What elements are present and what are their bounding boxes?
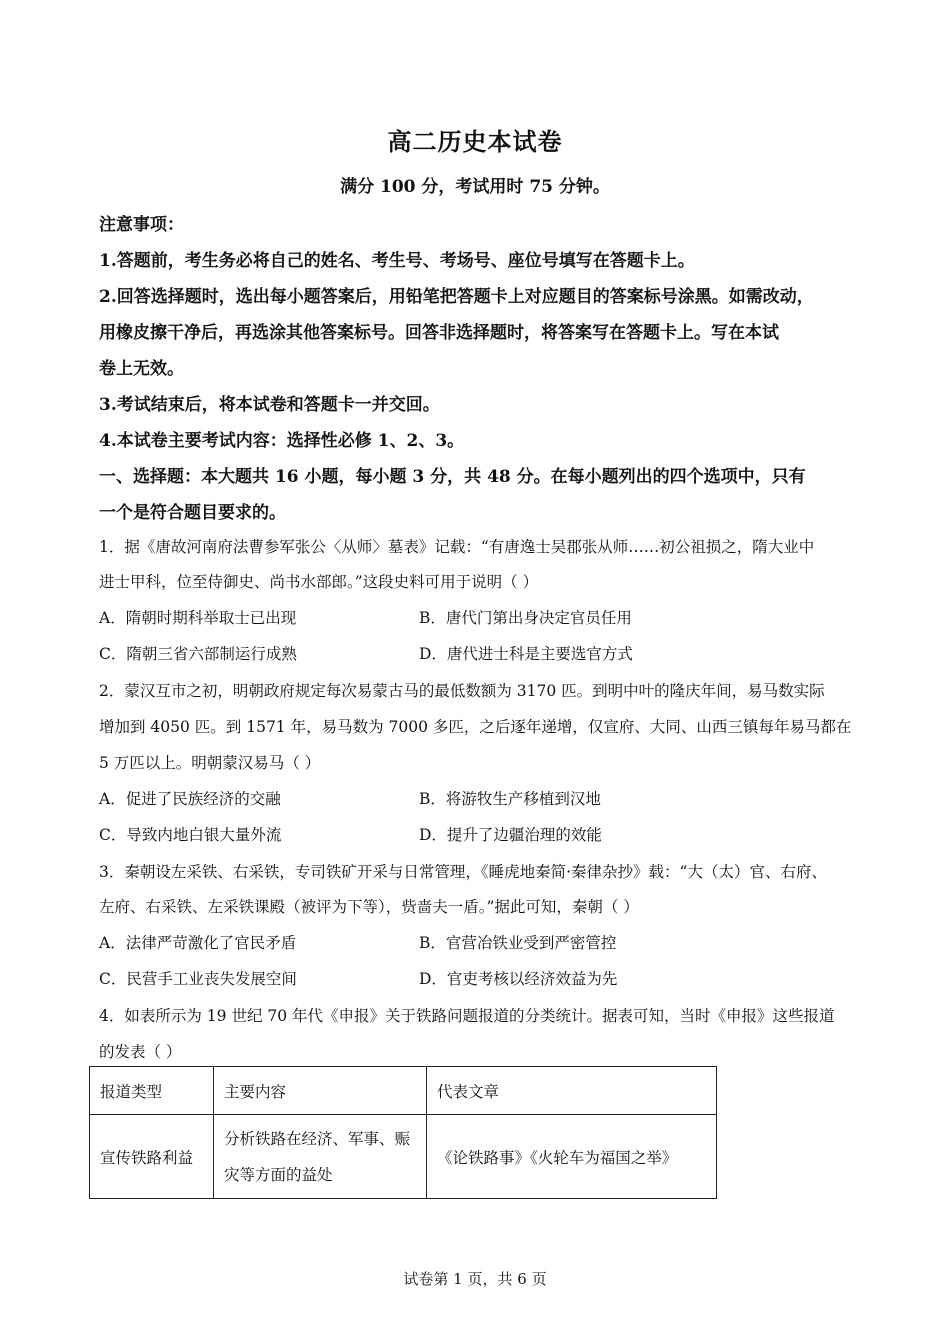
question-1-stem: 1．据《唐故河南府法曹参军张公〈从师〉墓表》记载：“有唐逸士吴郡张从师……初公祖损之，隋大业中 xyxy=(99,538,815,556)
table-cell-articles: 《论铁路事》《火轮车为福国之举》 xyxy=(427,1115,717,1199)
question-4-stem-cont: 的发表（ ） xyxy=(99,1043,182,1061)
table-cell-content-line: 灾等方面的益处 xyxy=(224,1165,333,1184)
question-2-stem: 2．蒙汉互市之初，明朝政府规定每次易蒙古马的最低数额为 3170 匹。到明中叶的隆庆年间，易马数实际 xyxy=(99,682,825,700)
notice-item-2-end: 卷上无效。 xyxy=(99,359,184,379)
question-2-stem-end: 5 万匹以上。明朝蒙汉易马（ ） xyxy=(99,754,321,772)
question-3-option-d[interactable]: D．官吏考核以经济效益为先 xyxy=(419,970,618,988)
question-3-option-c[interactable]: C．民营手工业丧失发展空间 xyxy=(99,970,297,988)
question-2-stem-cont: 增加到 4050 匹。到 1571 年，易马数为 7000 多匹，之后逐年递增，仅宣府、大同、山西三镇每年易马都在 xyxy=(99,718,852,736)
table-cell-content xyxy=(214,1115,427,1199)
table-cell-content-line: 分析铁路在经济、军事、赈 xyxy=(224,1129,411,1148)
table-header-cell: 主要内容 xyxy=(214,1067,427,1115)
question-1-option-c[interactable]: C．隋朝三省六部制运行成熟 xyxy=(99,645,297,663)
notice-heading: 注意事项： xyxy=(99,215,184,235)
notice-item-4: 4.本试卷主要考试内容：选择性必修 1、2、3。 xyxy=(99,431,465,451)
notice-item-1: 1.答题前，考生务必将自己的姓名、考生号、考场号、座位号填写在答题卡上。 xyxy=(99,251,695,271)
question-1-stem-cont: 进士甲科，位至侍御史、尚书水部郎。”这段史料可用于说明（ ） xyxy=(99,573,539,591)
notice-item-3: 3.考试结束后，将本试卷和答题卡一并交回。 xyxy=(99,395,440,415)
question-4-stem: 4．如表所示为 19 世纪 70 年代《申报》关于铁路问题报道的分类统计。据表可知，当时《申报》这些报道 xyxy=(99,1007,835,1025)
page-footer: 试卷第 1 页，共 6 页 xyxy=(403,1270,547,1288)
question-3-stem-cont: 左府、右采铁、左采铁课殿（被评为下等），赀啬夫一盾。”据此可知，秦朝（ ） xyxy=(99,898,639,916)
question-3-option-a[interactable]: A．法律严苛激化了官民矛盾 xyxy=(99,934,297,952)
table-row xyxy=(90,1115,717,1199)
railway-report-table xyxy=(89,1066,717,1199)
notice-item-2: 2.回答选择题时，选出每小题答案后，用铅笔把答题卡上对应题目的答案标号涂黑。如需改动， xyxy=(99,287,814,307)
question-1-option-d[interactable]: D．唐代进士科是主要选官方式 xyxy=(419,645,633,663)
question-1-option-a[interactable]: A．隋朝时期科举取士已出现 xyxy=(99,609,297,627)
question-3-stem: 3．秦朝设左采铁、右采铁，专司铁矿开采与日常管理，《睡虎地秦简·秦律杂抄》载：“大（太）官、右府、 xyxy=(99,863,827,881)
section-heading-cont: 一个是符合题目要求的。 xyxy=(99,503,286,523)
table-header-cell: 报道类型 xyxy=(90,1067,214,1115)
question-2-option-c[interactable]: C．导致内地白银大量外流 xyxy=(99,826,282,844)
table-cell-type: 宣传铁路利益 xyxy=(90,1115,214,1199)
question-2-option-b[interactable]: B．将游牧生产移植到汉地 xyxy=(419,790,601,808)
question-2-option-a[interactable]: A．促进了民族经济的交融 xyxy=(99,790,281,808)
question-1-option-b[interactable]: B．唐代门第出身决定官员任用 xyxy=(419,609,632,627)
question-2-option-d[interactable]: D．提升了边疆治理的效能 xyxy=(419,826,602,844)
table-header-row xyxy=(90,1067,717,1115)
question-3-option-b[interactable]: B．官营冶铁业受到严密管控 xyxy=(419,934,617,952)
notice-item-2-cont: 用橡皮擦干净后，再选涂其他答案标号。回答非选择题时，将答案写在答题卡上。写在本试 xyxy=(99,323,779,343)
exam-title: 高二历史本试卷 xyxy=(387,127,563,156)
exam-subtitle: 满分 100 分，考试用时 75 分钟。 xyxy=(340,177,610,197)
table-header-cell: 代表文章 xyxy=(427,1067,717,1115)
section-heading: 一、选择题：本大题共 16 小题，每小题 3 分，共 48 分。在每小题列出的四个选项中，只有 xyxy=(99,467,806,487)
